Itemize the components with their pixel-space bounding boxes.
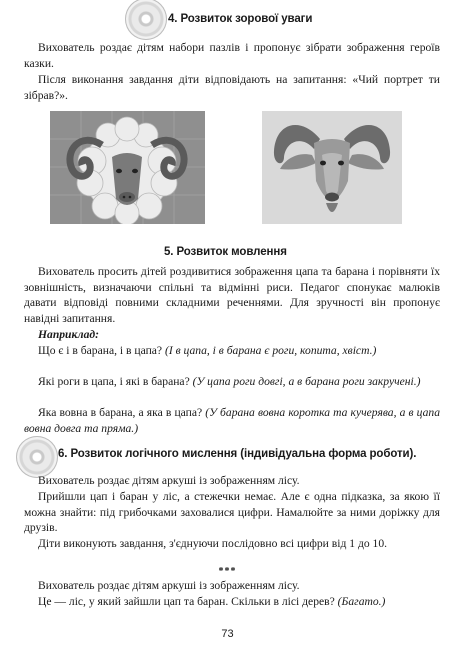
section-6-title: 6. Розвиток логічного мислення (індивідуальна форма роботи). — [58, 448, 417, 460]
answer-1-text: (І в цапа, і в барана є роги, копита, хвіст.) — [164, 344, 377, 357]
page-number: 73 — [221, 628, 234, 640]
question-3 — [24, 405, 440, 436]
question-2 — [24, 374, 440, 390]
question-2-text: Які роги в цапа, і які в барана? — [38, 375, 190, 388]
section-6-paragraph-2: Прийшли цап і баран у ліс, а стежечки немає. Але є одна підказка, за якою її можна знайти: під грибочками заховалися цифри. Намалюйте за ними доріжку для друзів. — [24, 490, 440, 534]
example-label: Наприклад: — [38, 328, 99, 341]
section-5-title: 5. Розвиток мовлення — [164, 246, 287, 258]
section-5-paragraph-1: Вихователь просить дітей роздивитися зображення цапа та барана і порівняти їх зовнішність, визначаючи спільні та відмінні риси. Педагог спонукає малюків давати відповіді повними складними реченнями. Для зручності він пропонує навідні запитання. — [24, 265, 440, 325]
section-6-paragraph-1: Вихователь роздає дітям аркуші із зображенням лісу. — [38, 474, 300, 487]
goat-image — [262, 111, 402, 224]
section-6-paragraph-4: Вихователь роздає дітям аркуші із зображенням лісу. — [38, 579, 300, 592]
ram-puzzle-image — [50, 111, 205, 224]
separator-stars: *** — [218, 566, 237, 577]
section-4-title: 4. Розвиток зорової уваги — [168, 13, 313, 25]
example-label-line — [38, 327, 440, 343]
answer-3-text: (У барана вовна коротка та кучерява, а в цапа вовна довга та пряма.) — [24, 406, 440, 435]
question-1 — [24, 343, 440, 359]
answer-2-text: (У цапа роги довгі, а в барана роги закручені.) — [192, 375, 421, 388]
cd-disc-icon — [16, 436, 58, 478]
section-4-paragraph-1: Вихователь роздає дітям набори пазлів і пропонує зібрати зображення героїв казки. — [24, 41, 440, 70]
section-6-header — [0, 442, 455, 472]
question-3-text: Яка вовна в барана, а яка в цапа? — [38, 406, 203, 419]
section-4-paragraph-2: Після виконання завдання діти відповідають на запитання: «Чий портрет ти зібрав?». — [24, 73, 440, 102]
forest-question: Це — ліс, у який зайшли цап та баран. Скільки в лісі дерев? — [38, 595, 335, 608]
forest-answer: (Багато.) — [337, 595, 386, 608]
cd-disc-icon — [125, 0, 167, 40]
section-6-paragraph-5 — [24, 594, 440, 610]
section-6-paragraph-3: Діти виконують завдання, з'єднуючи послідовно всі цифри від 1 до 10. — [38, 537, 388, 550]
question-1-text: Що є і в барана, і в цапа? — [38, 344, 163, 357]
section-4-header — [0, 4, 455, 34]
